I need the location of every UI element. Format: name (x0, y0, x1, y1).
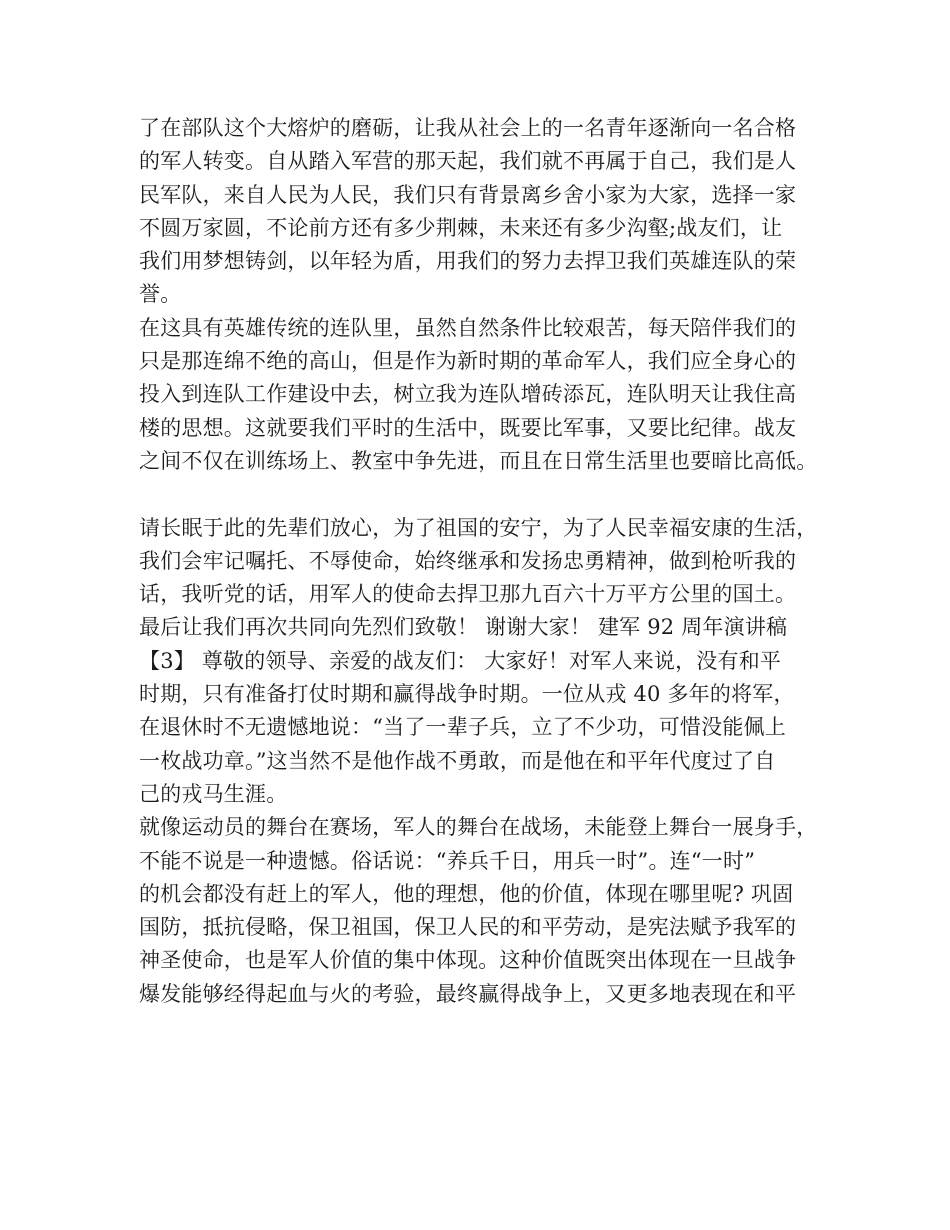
text-line: 最后让我们再次共同向先烈们致敬！ 谢谢大家！ 建军 92 周年演讲稿 (139, 615, 788, 640)
text-line: 【3】 尊敬的领导、亲爱的战友们： 大家好！对军人来说，没有和平 (139, 648, 782, 673)
text-line: 在这具有英雄传统的连队里，虽然自然条件比较艰苦，每天陪伴我们的 (139, 315, 797, 340)
text-line: 楼的思想。这就要我们平时的生活中，既要比军事，又要比纪律。战友 (139, 415, 797, 440)
paragraph-4 (139, 811, 839, 1011)
text-line: 在退休时不无遗憾地说：“当了一辈子兵，立了不少功，可惜没能佩上 (139, 715, 786, 740)
text-line: 话，我听党的话，用军人的使命去捍卫那九百六十万平方公里的国土。 (139, 582, 797, 607)
text-line: 的机会都没有赶上的军人，他的理想，他的价值，体现在哪里呢? 巩固 (139, 881, 794, 906)
text-line: 己的戎马生涯。 (139, 781, 288, 806)
text-line: 神圣使命，也是军人价值的集中体现。这种价值既突出体现在一旦战争 (139, 948, 797, 973)
text-line: 我们用梦想铸剑，以年轻为盾，用我们的努力去捍卫我们英雄连队的荣 (139, 249, 797, 274)
paragraph-3 (139, 512, 839, 812)
text-line: 了在部队这个大熔炉的磨砺，让我从社会上的一名青年逐渐向一名合格 (139, 116, 797, 140)
text-line: 爆发能够经得起血与火的考验，最终赢得战争上，又更多地表现在和平 (139, 981, 797, 1006)
paragraph-1 (139, 112, 839, 312)
text-line: 投入到连队工作建设中去，树立我为连队增砖添瓦，连队明天让我住高 (139, 382, 797, 407)
text-line: 之间不仅在训练场上、教室中争先进，而且在日常生活里也要暗比高低。 (139, 448, 818, 473)
text-line: 誉。 (139, 282, 182, 307)
document-body (139, 112, 839, 1011)
text-line: 时期，只有准备打仗时期和赢得战争时期。一位从戎 40 多年的将军， (139, 682, 795, 707)
text-line: 就像运动员的舞台在赛场，军人的舞台在战场，未能登上舞台一展身手， (139, 815, 818, 840)
text-line: 我们会牢记嘱托、不辱使命，始终继承和发扬忠勇精神，做到枪听我的 (139, 548, 797, 573)
text-line: 只是那连绵不绝的高山，但是作为新时期的革命军人，我们应全身心的 (139, 349, 797, 374)
paragraph-gap (139, 478, 839, 511)
text-line: 国防，抵抗侵略，保卫祖国，保卫人民的和平劳动，是宪法赋予我军的 (139, 915, 797, 940)
text-line: 一枚战功章。”这当然不是他作战不勇敢，而是他在和平年代度过了自 (139, 748, 776, 773)
paragraph-2 (139, 312, 839, 478)
text-line: 请长眠于此的先辈们放心，为了祖国的安宁，为了人民幸福安康的生活， (139, 515, 818, 540)
text-line: 不圆万家圆，不论前方还有多少荆棘，未来还有多少沟壑;战友们，让 (139, 215, 783, 240)
text-line: 不能不说是一种遗憾。俗话说：“养兵千日，用兵一时”。连“一时” (139, 848, 756, 873)
text-line: 民军队，来自人民为人民，我们只有背景离乡舍小家为大家，选择一家 (139, 182, 797, 207)
text-line: 的军人转变。自从踏入军营的那天起，我们就不再属于自己，我们是人 (139, 149, 797, 174)
